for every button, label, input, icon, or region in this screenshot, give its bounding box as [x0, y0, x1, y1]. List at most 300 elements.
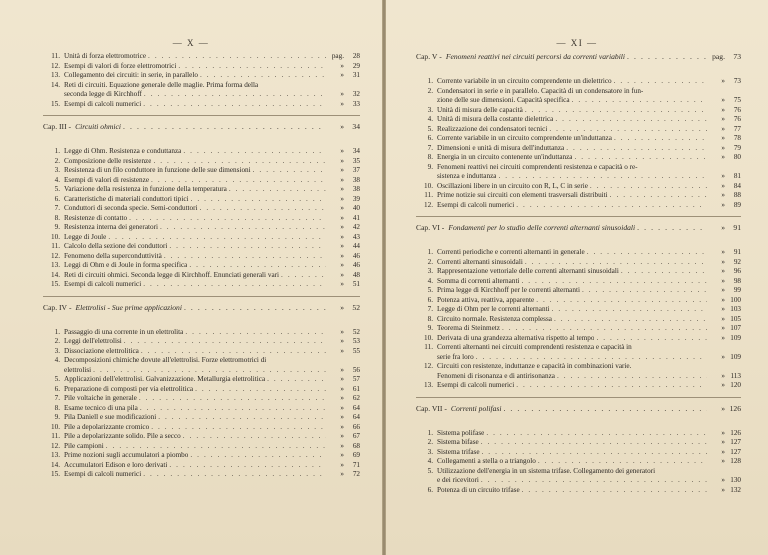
entry-title: Leggi dell'elettrolisi: [64, 337, 122, 345]
page-ref: 79: [733, 143, 741, 152]
entry-title: Sistema bifase: [437, 438, 479, 446]
dot-leader: [596, 334, 707, 344]
toc-entry[interactable]: [416, 267, 741, 277]
toc-entry[interactable]: [416, 125, 741, 135]
entry-title: Dimensioni e unità di misura dell'induttanza: [437, 143, 565, 152]
entry-number: 3.: [427, 447, 433, 456]
toc-entry[interactable]: [416, 429, 741, 439]
page-ref: 35: [352, 156, 360, 165]
toc-entry[interactable]: [416, 115, 741, 125]
toc-entry[interactable]: [416, 334, 741, 344]
toc-entry[interactable]: [43, 394, 360, 404]
page-marker: »: [340, 460, 344, 469]
page-ref: 69: [352, 451, 360, 459]
entry-number: 2.: [427, 86, 433, 95]
page-marker: »: [721, 381, 725, 389]
toc-entry[interactable]: [416, 315, 741, 325]
page-marker: »: [721, 191, 725, 199]
dot-leader: [582, 286, 707, 296]
page-ref: 44: [352, 242, 360, 250]
entry-number: 8.: [427, 153, 433, 161]
entry-title: Correnti periodiche e correnti alternanti in generale: [437, 248, 585, 256]
entry-number: 4.: [54, 356, 60, 364]
dot-leader: [557, 372, 707, 382]
dot-leader: [108, 233, 326, 243]
table-of-contents-right: [416, 52, 741, 495]
dot-leader: [148, 52, 326, 62]
toc-entry[interactable]: [43, 233, 360, 243]
page-marker: »: [721, 314, 725, 323]
entry-title-continued: zione delle sue dimensioni. Capacità specifica: [437, 96, 570, 104]
toc-entry[interactable]: [43, 442, 360, 452]
entry-title: Derivata di una grandezza alternativa rispetto al tempo: [437, 333, 595, 342]
dot-leader: [536, 296, 707, 306]
page-marker: »: [340, 327, 344, 336]
toc-entry[interactable]: [43, 252, 360, 262]
toc-entry[interactable]: [43, 356, 360, 366]
dot-leader: [572, 96, 707, 106]
page-marker: »: [721, 143, 725, 152]
dot-leader: [195, 385, 326, 395]
page-ref: 113: [730, 371, 741, 380]
dot-leader: [267, 375, 326, 385]
section-divider: [416, 216, 741, 217]
page-marker: »: [340, 223, 344, 231]
right-page: [386, 0, 768, 555]
toc-entry[interactable]: [43, 375, 360, 385]
dot-leader: [555, 115, 707, 125]
toc-entry[interactable]: [416, 467, 741, 477]
toc-entry[interactable]: [43, 328, 360, 338]
dot-leader: [482, 448, 707, 458]
page-marker: »: [340, 71, 344, 79]
dot-leader: [123, 122, 326, 132]
chapter-label: Cap. VI: [416, 223, 440, 232]
dot-leader: [151, 423, 326, 433]
entry-title-continued: seconda legge di Kirchhoff: [64, 90, 142, 98]
page-ref: 132: [730, 485, 741, 494]
toc-entry[interactable]: [43, 385, 360, 395]
entry-title: Dissociazione elettrolitica: [64, 346, 139, 355]
chapter-heading[interactable]: [416, 223, 741, 243]
page-ref: 128: [730, 457, 741, 465]
entry-number: 1.: [54, 327, 60, 336]
page-marker: pag.: [712, 52, 725, 61]
entry-title: Resistenza interna dei generatori: [64, 223, 158, 231]
entry-number: 11.: [51, 432, 60, 440]
dot-leader: [183, 147, 326, 157]
page-ref: 55: [352, 346, 360, 355]
entry-title: Prime notizie sui circuiti con elementi trasversali distribuiti: [437, 191, 608, 199]
entry-number: 3.: [54, 166, 60, 174]
dot-leader: [614, 134, 707, 144]
toc-entry[interactable]: [416, 438, 741, 448]
page-ref: 72: [352, 470, 360, 478]
dot-leader: [185, 328, 326, 338]
toc-entry[interactable]: [416, 381, 741, 391]
entry-title: Preparazione di composti per via elettrolitica: [64, 384, 194, 393]
page-ref: 71: [352, 460, 360, 469]
entry-number: 9.: [54, 223, 60, 231]
left-page: [0, 0, 382, 555]
entry-number: 13.: [424, 381, 433, 389]
page-ref: 105: [730, 314, 741, 323]
chapter-separator: -: [437, 52, 442, 71]
entry-title: Caratteristiche di materiali conduttori tipici: [64, 194, 189, 203]
toc-entry[interactable]: [416, 163, 741, 173]
page-ref: 67: [352, 432, 360, 440]
page-marker: »: [721, 223, 725, 232]
page-ref: 76: [733, 105, 741, 114]
toc-entry[interactable]: [416, 77, 741, 87]
page-marker: »: [721, 200, 725, 209]
entry-title: Sistema polifase: [437, 428, 485, 437]
entry-number: 11.: [424, 191, 433, 199]
page-ref: 37: [352, 166, 360, 174]
chapter-title: Correnti polifasi: [450, 403, 502, 413]
page-marker: »: [340, 451, 344, 459]
page-marker: »: [721, 96, 725, 104]
dot-leader: [143, 470, 326, 480]
toc-entry[interactable]: [416, 343, 741, 353]
toc-entry-continuation[interactable]: [416, 372, 741, 382]
entry-title: Calcolo della sezione dei conduttori: [64, 242, 168, 250]
toc-entry[interactable]: [43, 185, 360, 195]
dot-leader: [169, 461, 326, 471]
dot-leader: [253, 166, 326, 176]
page-ref: 98: [733, 276, 741, 285]
entry-title: Unità di misura della costante dielettrica: [437, 115, 554, 123]
toc-entry[interactable]: [416, 201, 741, 211]
entry-title: Resistenze di contatto: [64, 213, 128, 222]
dot-leader: [144, 90, 326, 100]
page-marker: »: [340, 422, 344, 431]
dot-leader: [502, 324, 707, 334]
entry-number: 5.: [427, 286, 433, 294]
dot-leader: [481, 476, 707, 486]
section-divider: [43, 115, 360, 116]
page-marker: »: [340, 194, 344, 203]
page-ref: 68: [352, 441, 360, 450]
toc-entry-continuation[interactable]: [416, 96, 741, 106]
toc-entry[interactable]: [416, 305, 741, 315]
toc-entry[interactable]: [43, 157, 360, 167]
toc-entry[interactable]: [43, 166, 360, 176]
entry-title: Accumulatori Edison e loro derivati: [64, 460, 168, 469]
entry-title: Fenomeni reattivi nei circuiti comprendenti resistenza e capacità o re-: [437, 162, 638, 171]
dot-leader: [106, 442, 326, 452]
toc-entry[interactable]: [416, 448, 741, 458]
page-marker: »: [340, 122, 344, 131]
entry-title: Esempi di calcoli numerici: [64, 470, 142, 478]
entry-number: 10.: [424, 333, 433, 342]
dot-leader: [574, 153, 707, 163]
page-ref: 34: [352, 122, 360, 131]
toc-entry[interactable]: [43, 271, 360, 281]
dot-leader: [281, 271, 326, 281]
toc-entry[interactable]: [43, 413, 360, 423]
toc-entry[interactable]: [416, 182, 741, 192]
toc-entry[interactable]: [43, 404, 360, 414]
toc-entry[interactable]: [43, 100, 360, 110]
page-ref: 46: [352, 251, 360, 260]
toc-entry[interactable]: [416, 87, 741, 97]
chapter-separator: -: [439, 223, 445, 242]
entry-title: Prima legge di Kirchhoff per le correnti alternanti: [437, 286, 580, 294]
entry-title: Esempi di valori di forze elettromotrici: [64, 61, 177, 70]
entry-number: 10.: [424, 181, 433, 190]
page-ref: 109: [730, 333, 741, 342]
entry-number: 11.: [424, 343, 433, 351]
page-marker: »: [340, 90, 344, 98]
page-marker: »: [721, 267, 725, 275]
chapter-heading[interactable]: [416, 52, 741, 72]
entry-title: Esempi di calcoli numerici: [437, 200, 515, 209]
toc-entry-continuation[interactable]: [43, 90, 360, 100]
page-marker: »: [721, 447, 725, 456]
entry-number: 4.: [427, 276, 433, 285]
entry-title: Decomposizioni chimiche dovute all'elettrolisi. Forze elettromotrici di: [64, 356, 267, 364]
entry-title: Leggi di Ohm e di Joule in forma specifica: [64, 261, 188, 269]
page-marker: »: [340, 394, 344, 402]
dot-leader: [143, 280, 326, 290]
entry-title: Rappresentazione vettoriale delle correnti alternanti sinusoidali: [437, 267, 619, 275]
page-ref: 92: [733, 257, 741, 266]
toc-entry[interactable]: [416, 144, 741, 154]
entry-number: 7.: [54, 394, 60, 402]
entry-number: 4.: [427, 457, 433, 465]
toc-entry[interactable]: [416, 191, 741, 201]
page-marker: »: [721, 105, 725, 114]
toc-entry[interactable]: [43, 337, 360, 347]
table-of-contents-left: [43, 52, 360, 480]
entry-title: Esempi di calcoli numerici: [64, 280, 142, 288]
dot-leader: [160, 223, 326, 233]
page-ref: 52: [352, 302, 360, 312]
page-marker: »: [340, 232, 344, 241]
toc-entry-continuation[interactable]: [416, 172, 741, 182]
page-ref: 34: [352, 147, 360, 155]
entry-title: Esempi di calcoli numerici: [64, 99, 142, 108]
toc-entry[interactable]: [416, 286, 741, 296]
entry-number: 12.: [51, 61, 60, 70]
entry-title: Energia in un circuito contenente un'induttanza: [437, 153, 573, 161]
page-marker: »: [340, 375, 344, 383]
toc-entry[interactable]: [43, 214, 360, 224]
toc-entry[interactable]: [416, 457, 741, 467]
chapter-separator: -: [442, 403, 447, 423]
entry-number: 6.: [54, 384, 60, 393]
entry-title: Legge di Ohm. Resistenza e conduttanza: [64, 147, 182, 155]
entry-number: 5.: [54, 185, 60, 193]
entry-number: 2.: [54, 337, 60, 345]
page-ref: 33: [352, 99, 360, 108]
page-marker: »: [721, 324, 725, 332]
entry-number: 3.: [427, 267, 433, 275]
page-marker: »: [721, 403, 725, 413]
page-ref: 40: [352, 204, 360, 212]
chapter-heading[interactable]: [416, 404, 741, 424]
dot-leader: [178, 62, 326, 72]
section-divider: [416, 397, 741, 398]
page-ref: 38: [352, 185, 360, 193]
toc-entry[interactable]: [43, 81, 360, 91]
page-ref: 103: [730, 305, 741, 313]
entry-number: 11.: [51, 242, 60, 250]
dot-leader: [552, 305, 707, 315]
toc-entry[interactable]: [416, 324, 741, 334]
page-marker: »: [340, 365, 344, 374]
dot-leader: [191, 195, 326, 205]
toc-entry[interactable]: [43, 432, 360, 442]
toc-entry[interactable]: [43, 176, 360, 186]
entry-number: 5.: [427, 124, 433, 133]
page-ref: 39: [352, 194, 360, 203]
entry-title: Corrente variabile in un circuito comprendente un'induttanza: [437, 134, 612, 142]
page-marker: »: [340, 302, 344, 312]
toc-entry[interactable]: [43, 147, 360, 157]
toc-entry[interactable]: [416, 106, 741, 116]
toc-entry-continuation[interactable]: [416, 353, 741, 363]
entry-number: 12.: [424, 200, 433, 209]
entry-number: 6.: [427, 295, 433, 304]
page-ref: 29: [352, 61, 360, 70]
toc-entry[interactable]: [43, 71, 360, 81]
page-ref: 73: [733, 77, 741, 85]
page-marker: »: [721, 172, 725, 180]
toc-entry[interactable]: [416, 486, 741, 496]
chapter-label: Cap. IV: [43, 302, 68, 312]
entry-title: Utilizzazione dell'energia in un sistema trifase. Collegamento dei generatori: [437, 466, 656, 475]
entry-title: Collegamenti a stella o a triangolo: [437, 457, 536, 465]
entry-number: 2.: [54, 156, 60, 165]
toc-entry[interactable]: [416, 362, 741, 372]
page-ref: 77: [733, 124, 741, 133]
page-ref: 43: [352, 232, 360, 241]
toc-entry[interactable]: [416, 153, 741, 163]
toc-entry[interactable]: [43, 62, 360, 72]
toc-entry[interactable]: [43, 195, 360, 205]
dot-leader: [124, 337, 326, 347]
entry-title: Somma di correnti alternanti: [437, 276, 520, 285]
dot-leader: [200, 204, 326, 214]
toc-entry[interactable]: [43, 423, 360, 433]
page-marker: »: [340, 204, 344, 212]
entry-title: Variazione della resistenza in funzione della temperatura: [64, 185, 227, 193]
page-ref: 127: [730, 447, 741, 456]
chapter-separator: -: [67, 302, 72, 322]
page-ref: 107: [730, 324, 741, 332]
toc-entry[interactable]: [43, 280, 360, 290]
dot-leader: [481, 438, 707, 448]
entry-title: Pile voltaiche in generale: [64, 394, 137, 402]
toc-entry[interactable]: [416, 248, 741, 258]
page-ref: 126: [729, 403, 741, 413]
toc-entry[interactable]: [43, 461, 360, 471]
entry-number: 7.: [427, 143, 433, 152]
entry-title: Esempi di calcoli numerici: [437, 381, 515, 389]
entry-number: 14.: [51, 80, 60, 89]
toc-entry[interactable]: [416, 258, 741, 268]
toc-entry[interactable]: [43, 204, 360, 214]
page-ref: 91: [733, 248, 741, 256]
chapter-separator: -: [66, 122, 72, 141]
entry-title: Prime nozioni sugli accumulatori a piombo: [64, 451, 189, 459]
entry-title: Teorema di Steinmetz: [437, 324, 500, 332]
toc-entry[interactable]: [43, 242, 360, 252]
dot-leader: [476, 353, 707, 363]
section-divider: [43, 296, 360, 297]
entry-number: 8.: [54, 403, 60, 412]
page-marker: »: [340, 99, 344, 108]
entry-title: Collegamento dei circuiti: in serie, in parallelo: [64, 71, 198, 79]
entry-title: Legge di Ohm per le correnti alternanti: [437, 305, 550, 313]
toc-entry[interactable]: [43, 261, 360, 271]
toc-entry[interactable]: [43, 223, 360, 233]
dot-leader: [610, 191, 707, 201]
toc-entry-continuation[interactable]: [43, 366, 360, 376]
toc-entry[interactable]: [416, 134, 741, 144]
page-marker: pag.: [331, 52, 344, 60]
toc-entry[interactable]: [416, 277, 741, 287]
dot-leader: [621, 267, 707, 277]
page-ref: 130: [730, 476, 741, 484]
entry-number: 6.: [427, 485, 433, 494]
page-ref: 80: [733, 153, 741, 161]
entry-number: 5.: [427, 466, 433, 475]
page-marker: »: [721, 248, 725, 256]
page-ref: 100: [730, 295, 741, 304]
toc-entry[interactable]: [43, 347, 360, 357]
chapter-heading[interactable]: [43, 122, 360, 142]
entry-number: 5.: [54, 375, 60, 383]
entry-number: 12.: [424, 362, 433, 370]
page-marker: »: [721, 181, 725, 190]
dot-leader: [587, 248, 707, 258]
toc-entry[interactable]: [43, 470, 360, 480]
toc-entry[interactable]: [43, 52, 360, 62]
dot-leader: [129, 214, 326, 224]
page-ref: 75: [733, 96, 741, 104]
page-ref: 64: [352, 413, 360, 421]
entry-title: Unità di forza elettromotrice: [64, 52, 147, 60]
entry-number: 12.: [51, 441, 60, 450]
entry-number: 1.: [54, 147, 60, 155]
dot-leader: [169, 242, 326, 252]
dot-leader: [229, 185, 326, 195]
page-ref: 61: [352, 384, 360, 393]
dot-leader: [141, 347, 326, 357]
entry-number: 9.: [54, 413, 60, 421]
entry-number: 2.: [427, 438, 433, 446]
toc-entry-continuation[interactable]: [416, 476, 741, 486]
dot-leader: [549, 125, 707, 135]
page-ref: 88: [733, 191, 741, 199]
page-marker: »: [721, 257, 725, 266]
entry-number: 14.: [51, 460, 60, 469]
page-marker: »: [340, 166, 344, 174]
toc-entry[interactable]: [416, 296, 741, 306]
page-ref: 57: [352, 375, 360, 383]
entry-number: 2.: [427, 257, 433, 266]
entry-title-continued: elettrolisi: [64, 365, 92, 374]
dot-leader: [538, 457, 707, 467]
chapter-heading[interactable]: [43, 303, 360, 323]
page-ref: 81: [733, 172, 741, 180]
page-ref: 41: [352, 213, 360, 222]
page-marker: »: [340, 403, 344, 412]
toc-entry[interactable]: [43, 451, 360, 461]
